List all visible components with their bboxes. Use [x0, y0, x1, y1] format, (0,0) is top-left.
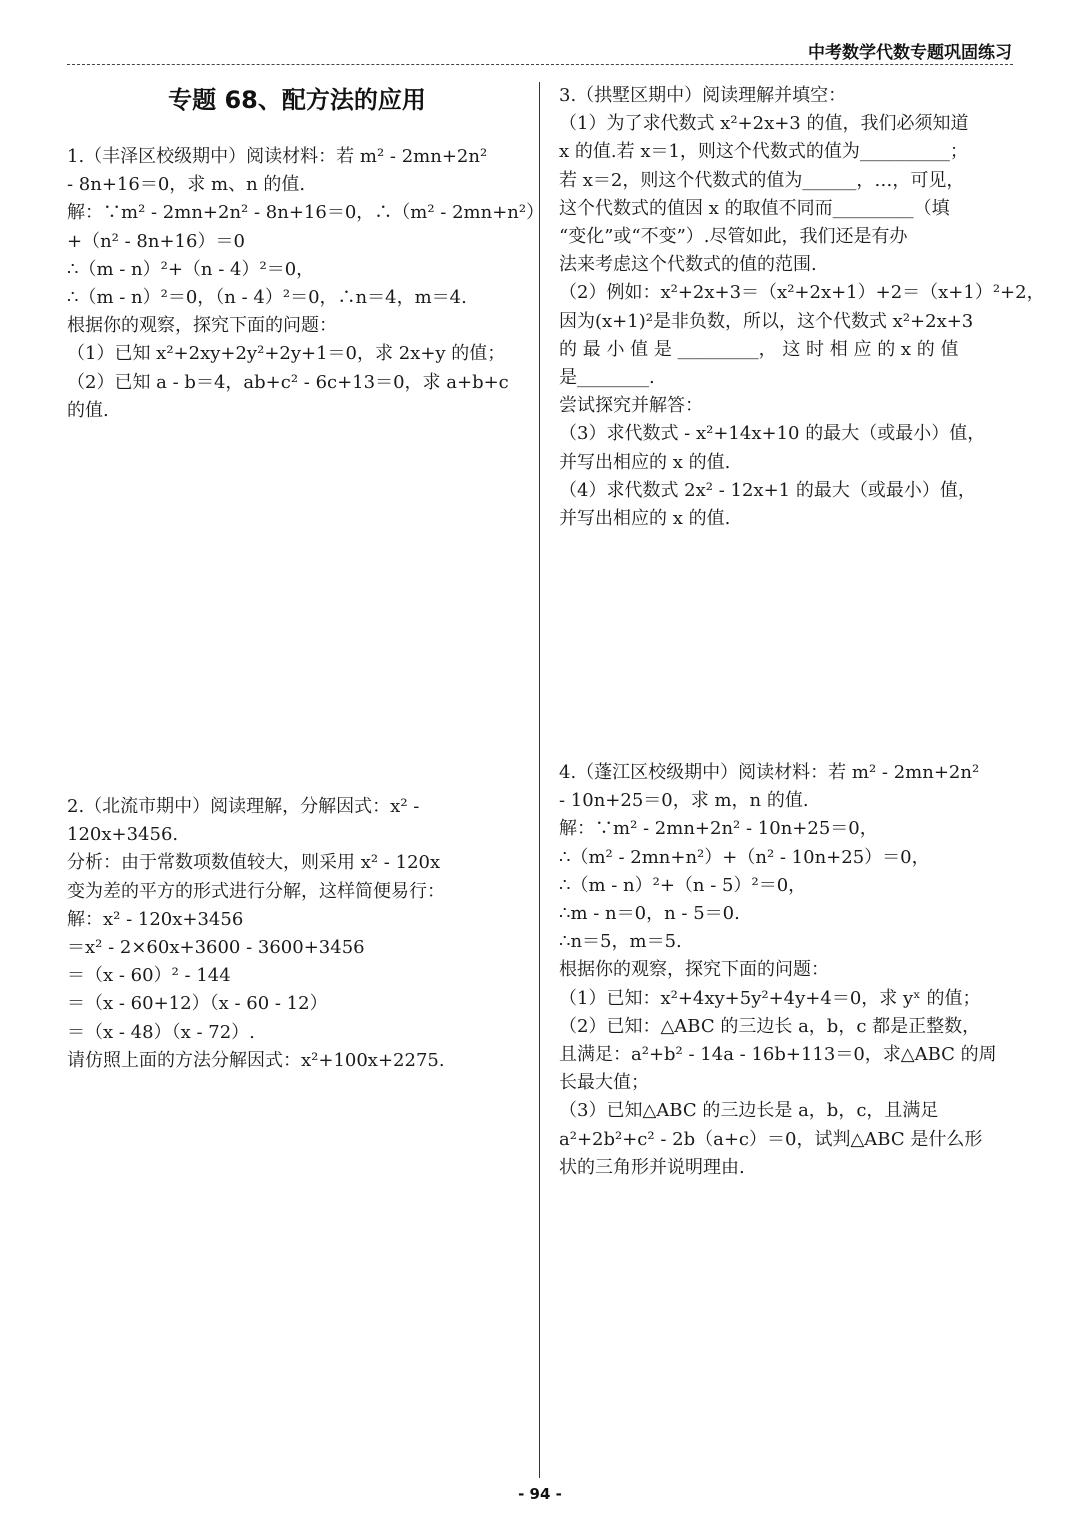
- problem-line: - 8n+16＝0，求 m、n 的值.: [67, 174, 306, 196]
- problem-line: ∴（m - n）²+（n - 4）²＝0，: [67, 258, 315, 280]
- problem-line: ＝x² - 2×60x+3600 - 3600+3456: [67, 937, 365, 959]
- problem-line: ＝（x - 60+12）（x - 60 - 12）: [67, 993, 328, 1015]
- problem-line: 根据你的观察，探究下面的问题：: [67, 315, 337, 337]
- problem-line: 分析：由于常数项数值较大，则采用 x² - 120x: [67, 852, 441, 874]
- problem-line: - 10n+25＝0，求 m，n 的值.: [559, 790, 809, 812]
- problem-line: x 的值.若 x＝1，则这个代数式的值为__________；: [559, 141, 968, 163]
- header-title: 中考数学代数专题巩固练习: [808, 43, 1012, 63]
- problem-line: 2.（北流市期中）阅读理解，分解因式：x² -: [67, 796, 420, 817]
- problem-line: ∴（m² - 2mn+n²）+（n² - 10n+25）＝0，: [559, 846, 930, 868]
- problem-line: 解：∵m² - 2mn+2n² - 8n+16＝0，∴（m² - 2mn+n²）: [67, 202, 545, 224]
- problem-1: [67, 143, 545, 425]
- problem-line: ∴（m - n）²+（n - 5）²＝0，: [559, 874, 807, 896]
- problem-2: [67, 793, 529, 1075]
- problem-line: 是________.: [559, 367, 655, 389]
- problem-line: （2）已知：△ABC 的三边长 a，b，c 都是正整数，: [559, 1015, 981, 1037]
- problem-line: ∴m - n＝0，n - 5＝0.: [559, 903, 740, 925]
- column-divider: [539, 82, 540, 1478]
- problem-line: （2）已知 a - b＝4，ab+c² - 6c+13＝0，求 a+b+c: [67, 371, 509, 393]
- problem-line: 且满足：a²+b² - 14a - 16b+113＝0，求△ABC 的周: [559, 1044, 997, 1066]
- problem-line: +（n² - 8n+16）＝0: [67, 230, 245, 252]
- problem-line: 120x+3456.: [67, 824, 179, 846]
- problem-line: （1）已知：x²+4xy+5y²+4y+4＝0，求 yˣ 的值；: [559, 987, 981, 1009]
- problem-line: 4.（蓬江区校级期中）阅读材料：若 m² - 2mn+2n²: [559, 762, 980, 783]
- problem-line: （3）求代数式 - x²+14x+10 的最大（或最小）值，: [559, 423, 986, 445]
- problem-line: （1）为了求代数式 x²+2x+3 的值，我们必须知道: [559, 113, 969, 135]
- problem-line: （2）例如：x²+2x+3＝（x²+2x+1）+2＝（x+1）²+2，: [559, 282, 1045, 304]
- problem-line: 变为差的平方的形式进行分解，这样简便易行：: [67, 880, 445, 902]
- problem-line: ∴n＝5，m＝5.: [559, 931, 682, 953]
- problem-line: 解：∵m² - 2mn+2n² - 10n+25＝0，: [559, 818, 878, 840]
- problem-3: [559, 82, 1045, 533]
- problem-line: 若 x＝2，则这个代数式的值为______，…，可见，: [559, 169, 965, 191]
- problem-line: a²+2b²+c² - 2b（a+c）＝0，试判△ABC 是什么形: [559, 1128, 983, 1150]
- page-title: 专题 68、配方法的应用: [168, 86, 426, 114]
- header-divider: [67, 64, 1013, 65]
- problem-line: 的值.: [67, 399, 109, 421]
- problem-line: 法来考虑这个代数式的值的范围.: [559, 254, 817, 276]
- problem-line: 尝试探究并解答：: [559, 395, 703, 417]
- problem-line: 这个代数式的值因 x 的取值不同而_________（填: [559, 197, 950, 219]
- problem-line: 根据你的观察，探究下面的问题：: [559, 959, 829, 981]
- problem-line: 状的三角形并说明理由.: [559, 1156, 745, 1178]
- problem-line: 并写出相应的 x 的值.: [559, 508, 731, 530]
- problem-line: （3）已知△ABC 的三边长是 a，b，c，且满足: [559, 1100, 939, 1122]
- problem-line: 因为(x+1)²是非负数，所以，这个代数式 x²+2x+3: [559, 310, 974, 332]
- problem-line: 1.（丰泽区校级期中）阅读材料：若 m² - 2mn+2n²: [67, 146, 488, 167]
- problem-line: ＝（x - 60）² - 144: [67, 965, 231, 987]
- problem-line: 3.（拱墅区期中）阅读理解并填空：: [559, 85, 847, 106]
- problem-line: ＝（x - 48）（x - 72）.: [67, 1021, 255, 1043]
- page-number: - 94 -: [518, 1485, 562, 1503]
- problem-line: ∴（m - n）²＝0，（n - 4）²＝0，∴n＝4，m＝4.: [67, 287, 467, 309]
- problem-line: 的 最 小 值 是 _________， 这 时 相 应 的 x 的 值: [559, 338, 959, 360]
- problem-line: （4）求代数式 2x² - 12x+1 的最大（或最小）值，: [559, 479, 976, 501]
- problem-line: 解：x² - 120x+3456: [67, 908, 244, 930]
- problem-line: 长最大值；: [559, 1072, 649, 1094]
- problem-line: “变化”或“不变”）.尽管如此，我们还是有办: [559, 226, 908, 248]
- problem-line: 请仿照上面的方法分解因式：x²+100x+2275.: [67, 1049, 445, 1071]
- problem-line: （1）已知 x²+2xy+2y²+2y+1＝0，求 2x+y 的值；: [67, 343, 506, 365]
- problem-4: [559, 759, 1015, 1182]
- problem-line: 并写出相应的 x 的值.: [559, 451, 731, 473]
